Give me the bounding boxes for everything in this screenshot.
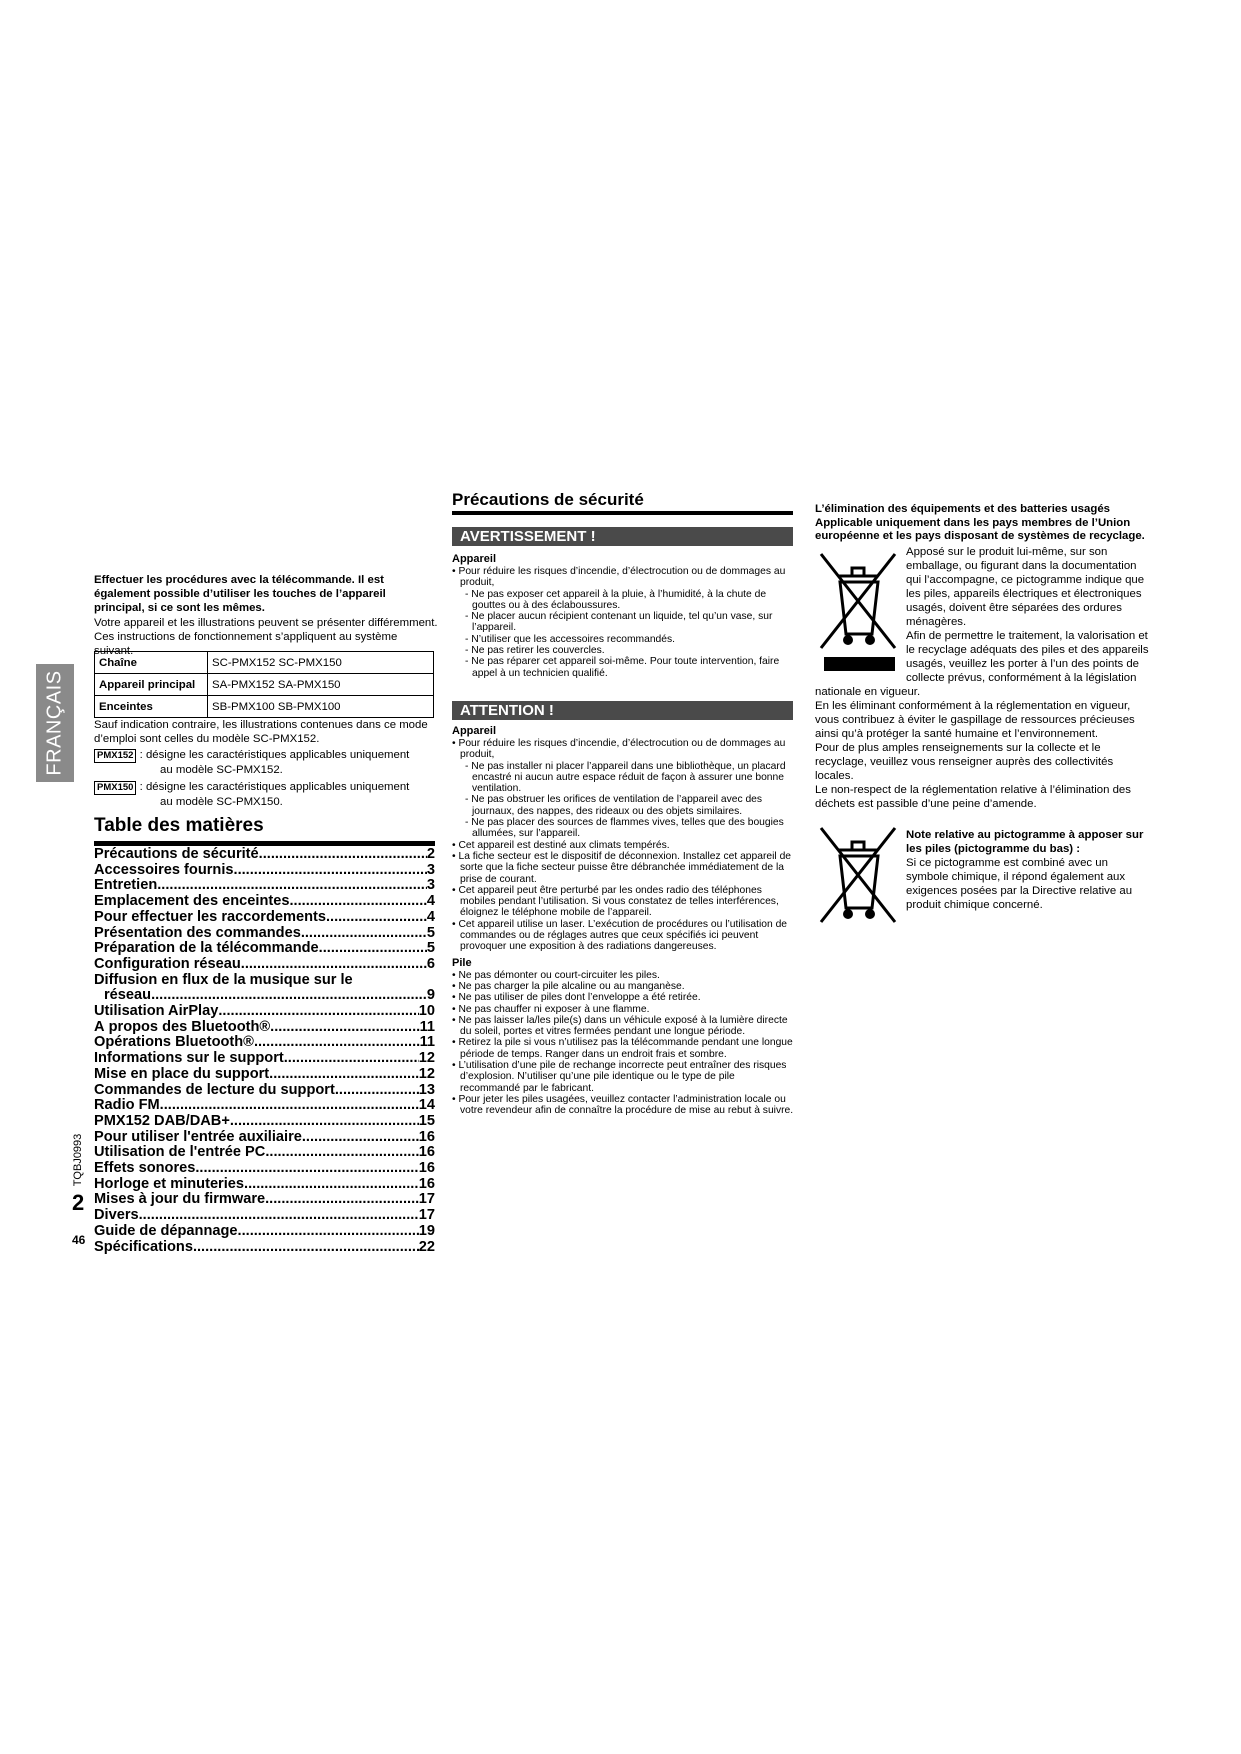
toc-entry [94, 847, 435, 863]
toc-entry [94, 1224, 435, 1240]
toc-entry-page: 12 [418, 1051, 435, 1067]
toc-entry-page: 4 [426, 894, 435, 910]
toc-leader-dots [269, 1067, 419, 1083]
bin-underline-bar [824, 657, 895, 671]
toc-leader-dots [302, 1130, 419, 1146]
list-item: • Cet appareil peut être perturbé par les ondes radio des téléphones mobiles pendant l’utilisation. Si vous constatez de telles interférences, éloignez le téléphone mobile de l’appareil. [452, 884, 779, 919]
list-item: • Ne pas laisser la/les pile(s) dans un véhicule exposé à la lumière directe du soleil, portes et vitres fermées pendant une longue période. [452, 1014, 788, 1038]
toc-entry-title: réseau [104, 988, 152, 1004]
toc-leader-dots [234, 863, 427, 879]
text-line: Pour de plus amples renseignements sur la collecte et le [815, 742, 1101, 754]
toc-entry-page: 12 [418, 1066, 435, 1082]
text-line: nationale en vigueur. [815, 686, 921, 698]
text-line: vous contribuez à éviter le gaspillage de ressources précieuses [815, 714, 1135, 726]
list-item: • L’utilisation d’une pile de rechange incorrecte peut entraîner des risques d’explosion. N’utiliser qu’une pile identique ou le type de pile recommandé par le fabricant. [452, 1060, 787, 1094]
toc-entry-page: 11 [419, 1035, 435, 1051]
warning-banner: AVERTISSEMENT ! [452, 527, 793, 546]
toc-entry-title: Opérations Bluetooth® [94, 1035, 254, 1051]
intro-bold-line: également possible d’utiliser les touches de l’appareil [94, 588, 386, 601]
model-note [94, 780, 439, 795]
toc-entry-page: 3 [426, 878, 435, 894]
list-item: - Ne pas installer ni placer l’appareil dans une bibliothèque, un placard encastré ni aucun autre espace réduit de façon à assurer une bonne ventilation. [465, 760, 786, 795]
toc-entry [94, 988, 435, 1004]
text-line: le recyclage adéquats des piles et des appareils [906, 644, 1149, 656]
table-cell-label: Enceintes [95, 696, 208, 718]
battery-heading: Pile [452, 956, 472, 969]
list-item: • Retirez la pile si vous n’utilisez pas la télécommande pendant une longue période de temps. Ranger dans un endroit frais et sombre. [452, 1037, 793, 1060]
toc-title: Table des matières [94, 815, 264, 836]
sauf-line: Sauf indication contraire, les illustrations contenues dans ce mode [94, 719, 428, 731]
toc-entry-title: PMX152 DAB/DAB+ [94, 1113, 230, 1129]
toc-entry-title: Accessoires fournis [94, 862, 234, 878]
text-line: ainsi qu’à protéger la santé humaine et l’environnement. [815, 728, 1099, 740]
toc-entry-title: Guide de dépannage [94, 1223, 238, 1239]
intro-line: Ces instructions de fonctionnement s’appliquent au système suivant. [94, 630, 398, 658]
text-line: déchets est passible d’une peine d’amende. [815, 798, 1037, 810]
model-badge: PMX150 [94, 781, 136, 795]
toc-entry [94, 973, 435, 989]
table-of-contents [94, 847, 435, 1255]
toc-entry-title: Divers [94, 1208, 139, 1224]
toc-entry-title: Pour effectuer les raccordements [94, 909, 326, 925]
disposal-heading-line: Applicable uniquement dans les pays membres de l’Union [815, 516, 1131, 529]
text-line: qui l’accompagne, ce pictogramme indique que [906, 574, 1145, 586]
toc-entry-page: 9 [426, 988, 435, 1004]
models-table [94, 651, 434, 718]
note-title-line: les piles (pictogramme du bas) : [906, 843, 1081, 855]
crossed-bin-icon-battery [818, 822, 898, 927]
text-line: collecte prévus, conformément à la législation [906, 672, 1137, 684]
note-line: produit chimique concerné. [906, 899, 1043, 911]
toc-leader-dots [193, 1240, 419, 1256]
toc-entry-title: Informations sur le support [94, 1051, 284, 1067]
table-cell-value: SC-PMX152 SC-PMX150 [208, 652, 434, 674]
list-item: - Ne pas retirer les couvercles. [465, 645, 605, 657]
language-tab-label: FRANÇAIS [43, 670, 66, 776]
toc-entry-title: Horloge et minuteries [94, 1176, 245, 1192]
document-id-text: TQBJ0993 [72, 1133, 84, 1187]
toc-entry [94, 1208, 435, 1224]
list-item: • Ne pas démonter ou court-circuiter les piles. [452, 969, 660, 981]
toc-entry-page: 19 [418, 1223, 435, 1239]
list-item: - Ne pas exposer cet appareil à la pluie, à l’humidité, à la chute de gouttes ou à des éclaboussures. [465, 588, 767, 611]
toc-entry-title: Emplacement des enceintes [94, 894, 290, 910]
list-item: • Ne pas utiliser de piles dont l’enveloppe a été retirée. [452, 992, 701, 1004]
sauf-line: d’emploi sont celles du modèle SC-PMX152. [94, 733, 320, 746]
model-note-text: : désigne les caractéristiques applicables uniquement [139, 749, 410, 762]
text-line: emballage, ou figurant dans la documentation [906, 560, 1137, 572]
note-line: symbole chimique, il répond également aux [906, 871, 1126, 883]
text-line: En les éliminant conformément à la réglementation en vigueur, [815, 700, 1131, 712]
toc-entry [94, 1004, 435, 1020]
toc-entry-title: Radio FM [94, 1098, 160, 1114]
note-line: exigences posées par la Directive relative au [906, 885, 1133, 897]
toc-entry-title: Spécifications [94, 1239, 193, 1255]
toc-leader-dots [230, 1114, 419, 1130]
toc-entry [94, 1051, 435, 1067]
text-line: les piles, appareils électriques et électroniques [906, 588, 1142, 600]
toc-leader-dots [319, 941, 427, 957]
toc-leader-dots [265, 1145, 418, 1161]
toc-entry-page: 4 [426, 909, 435, 925]
toc-entry-page: 5 [426, 925, 435, 941]
caution-heading: Appareil [452, 725, 497, 737]
list-item: • Ne pas charger la pile alcaline ou au manganèse. [452, 980, 685, 992]
toc-leader-dots [160, 1098, 419, 1114]
toc-entry [94, 1035, 435, 1051]
page-number: 2 [72, 1190, 85, 1215]
toc-entry [94, 910, 435, 926]
table-cell-value: SA-PMX152 SA-PMX150 [208, 674, 434, 696]
toc-entry-page: 2 [426, 847, 435, 862]
table-cell-label: Chaîne [95, 652, 208, 674]
toc-leader-dots [289, 894, 426, 910]
toc-entry [94, 1161, 435, 1177]
battery-list [452, 970, 797, 1117]
list-item: • La fiche secteur est le dispositif de déconnexion. Installez cet appareil de sorte que la fiche secteur puisse être débranchée immédiatement de la prise de courant. [452, 850, 792, 885]
text-line: usagés, doivent être séparées des ordures [906, 602, 1122, 614]
caution-list [452, 738, 797, 953]
toc-leader-dots [259, 847, 427, 863]
disposal-heading [815, 503, 1160, 544]
toc-entry [94, 1083, 435, 1099]
toc-entry [94, 1114, 435, 1130]
list-item: • Ne pas chauffer ni exposer à une flamme. [452, 1003, 650, 1015]
toc-entry [94, 1020, 435, 1036]
toc-entry-title: Préparation de la télécommande [94, 941, 319, 957]
table-row [95, 696, 434, 718]
toc-entry [94, 894, 435, 910]
list-item: • Pour réduire les risques d’incendie, d’électrocution ou de dommages au produit, [452, 566, 786, 589]
toc-entry-page: 17 [418, 1208, 435, 1224]
model-note [94, 748, 439, 763]
toc-entry-page: 3 [426, 862, 435, 878]
toc-leader-dots [284, 1051, 419, 1067]
toc-entry-title: Mise en place du support [94, 1066, 270, 1082]
caution-banner: ATTENTION ! [452, 701, 793, 720]
note-title-line: Note relative au pictogramme à apposer sur [906, 829, 1144, 841]
list-item: - Ne pas placer des sources de flammes vives, telles que des bougies allumées, sur l’appareil. [465, 817, 784, 840]
toc-entry-title: Pour utiliser l'entrée auxiliaire [94, 1129, 302, 1145]
toc-leader-dots [254, 1035, 420, 1051]
toc-entry-title: Mises à jour du firmware [94, 1192, 266, 1208]
disposal-text [815, 685, 1160, 811]
toc-entry [94, 941, 435, 957]
intro-bold-line: Effectuer les procédures avec la télécommande. Il est [94, 574, 384, 586]
toc-entry [94, 863, 435, 879]
list-item: • Cet appareil est destiné aux climats tempérés. [452, 839, 670, 851]
text-line: Apposé sur le produit lui-même, sur son [906, 546, 1108, 558]
toc-entry-title: Diffusion en flux de la musique sur le [94, 972, 353, 988]
toc-entry [94, 1192, 435, 1208]
toc-leader-dots [195, 1161, 418, 1177]
table-cell-label: Appareil principal [95, 674, 208, 696]
toc-leader-dots [301, 926, 427, 942]
warning-list [452, 566, 797, 679]
toc-entry-title: Précautions de sécurité [94, 847, 259, 862]
list-item: - Ne pas obstruer les orifices de ventilation de l’appareil avec des journaux, des nappes, des rideaux ou des objets similaires. [465, 794, 763, 817]
toc-leader-dots [218, 1004, 418, 1020]
toc-entry [94, 878, 435, 894]
document-id [63, 1130, 93, 1190]
toc-leader-dots [270, 1020, 419, 1036]
disposal-text-beside-icon [906, 545, 1161, 685]
toc-entry [94, 1067, 435, 1083]
intro-bold-line: principal, si ce sont les mêmes. [94, 602, 265, 615]
toc-entry [94, 926, 435, 942]
warning-heading: Appareil [452, 553, 497, 565]
warning-block [452, 553, 797, 679]
intro-line: Votre appareil et les illustrations peuvent se présenter différemment. [94, 616, 438, 629]
text-line: recyclage, veuillez vous renseigner auprès des collectivités [815, 756, 1114, 768]
toc-entry [94, 1098, 435, 1114]
caution-block [452, 725, 797, 1117]
language-tab [36, 664, 74, 782]
list-item: - N’utiliser que les accessoires recommandés. [465, 633, 676, 645]
toc-entry-title: Commandes de lecture du support [94, 1082, 335, 1098]
toc-leader-dots [265, 1192, 419, 1208]
battery-pictogram-note [906, 828, 1161, 912]
list-item: • Pour réduire les risques d’incendie, d’électrocution ou de dommages au produit, [452, 738, 786, 761]
toc-leader-dots [238, 1224, 419, 1240]
model-notes [94, 718, 439, 809]
text-line: locales. [815, 770, 854, 782]
toc-entry-page: 17 [418, 1192, 435, 1208]
list-item: • Cet appareil utilise un laser. L’exécution de procédures ou l’utilisation de commandes ou de réglages autres que ceux spécifiés ici peuvent provoquer une exposition à des radiations dangereuses. [452, 918, 788, 953]
toc-entry-page: 11 [419, 1019, 435, 1035]
safety-title: Précautions de sécurité [452, 490, 644, 509]
text-line: Le non-respect de la réglementation relative à l’élimination des [815, 784, 1131, 796]
list-item: • Pour jeter les piles usagées, veuillez contacter l’administration locale ou votre revendeur afin de connaître la procédure de mise au rebut à suivre. [452, 1093, 794, 1117]
toc-entry-page: 16 [418, 1176, 435, 1192]
toc-entry [94, 1240, 435, 1256]
toc-entry-title: Utilisation de l'entrée PC [94, 1145, 266, 1161]
toc-entry [94, 1145, 435, 1161]
note-line: Si ce pictogramme est combiné avec un [906, 857, 1108, 869]
model-note-text: au modèle SC-PMX152. [160, 764, 283, 777]
list-item: - Ne placer aucun récipient contenant un liquide, tel qu’un vase, sur l’appareil. [465, 611, 773, 634]
toc-entry-page: 10 [418, 1004, 435, 1020]
toc-leader-dots [244, 1177, 419, 1193]
toc-entry-page: 16 [418, 1161, 435, 1177]
disposal-heading-line: L’élimination des équipements et des batteries usagés [815, 503, 1110, 515]
model-note-text: : désigne les caractéristiques applicables uniquement [139, 780, 410, 793]
toc-rule [94, 841, 435, 846]
toc-entry-page: 6 [426, 956, 435, 972]
toc-entry [94, 1177, 435, 1193]
toc-entry-page: 5 [426, 941, 435, 957]
disposal-heading-line: européenne et les pays disposant de systèmes de recyclage. [815, 530, 1145, 543]
toc-leader-dots [139, 1208, 419, 1224]
table-row [95, 652, 434, 674]
text-line: usagés, veuillez les porter à l’un des points de [906, 658, 1140, 670]
page-number-small: 46 [72, 1233, 86, 1247]
toc-entry [94, 1130, 435, 1146]
toc-leader-dots [241, 957, 427, 973]
toc-entry-page: 16 [418, 1145, 435, 1161]
toc-entry-title: Utilisation AirPlay [94, 1004, 219, 1020]
toc-entry-page: 14 [418, 1098, 435, 1114]
toc-entry-page: 16 [418, 1129, 435, 1145]
toc-entry-title: À propos des Bluetooth® [94, 1019, 271, 1035]
toc-leader-dots [326, 910, 427, 926]
toc-leader-dots [335, 1083, 419, 1099]
safety-rule [452, 511, 793, 515]
toc-entry-page: 15 [418, 1113, 435, 1129]
toc-leader-dots [157, 878, 427, 894]
toc-entry-page: 22 [418, 1239, 435, 1255]
text-line: Afin de permettre le traitement, la valorisation et [906, 630, 1148, 642]
toc-entry-page: 13 [418, 1082, 435, 1098]
toc-entry-title: Effets sonores [94, 1161, 196, 1177]
table-row [95, 674, 434, 696]
toc-entry [94, 957, 435, 973]
intro-text [94, 573, 439, 658]
toc-entry-title: Entretien [94, 878, 158, 894]
table-cell-value: SB-PMX100 SB-PMX100 [208, 696, 434, 718]
model-badge: PMX152 [94, 749, 136, 763]
crossed-bin-icon [818, 548, 898, 653]
model-note-text: au modèle SC-PMX150. [160, 795, 283, 808]
toc-entry-title: Présentation des commandes [94, 925, 301, 941]
toc-leader-dots [151, 988, 427, 1004]
toc-entry-title: Configuration réseau [94, 956, 241, 972]
text-line: ménagères. [906, 616, 967, 628]
list-item: - Ne pas réparer cet appareil soi-même. Pour toute intervention, faire appel à un technicien qualifié. [465, 656, 780, 679]
